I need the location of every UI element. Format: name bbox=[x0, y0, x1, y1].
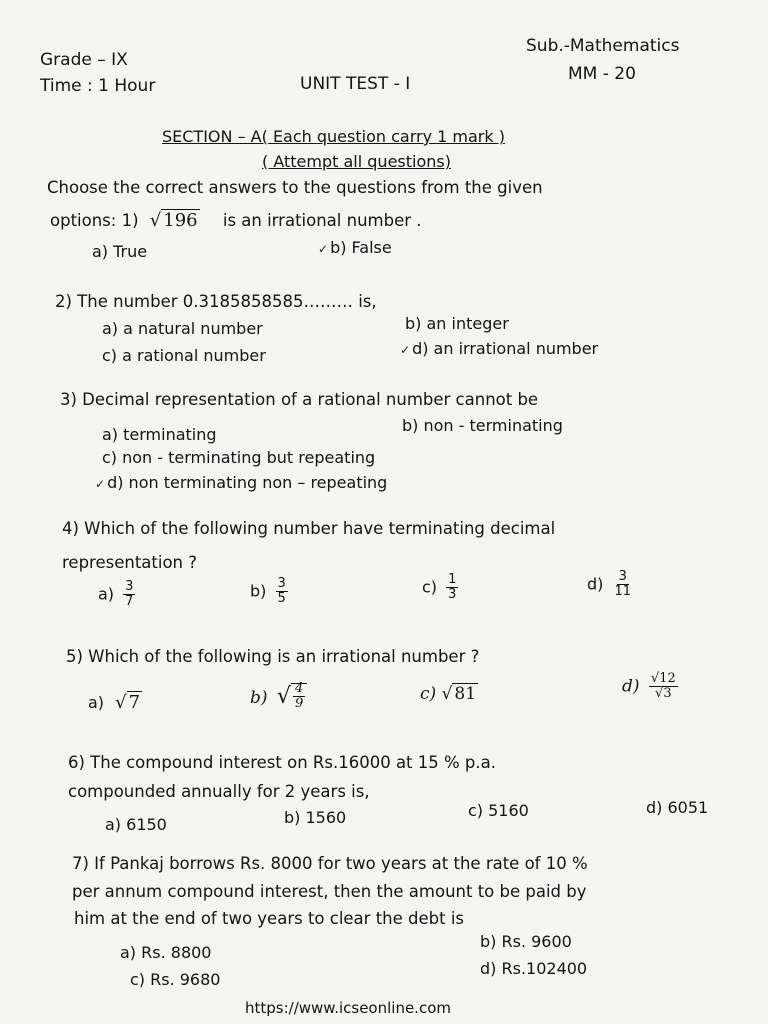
instruction-text: Choose the correct answers to the questions from the given bbox=[47, 178, 543, 197]
fraction: $\frac{1}{3}$ bbox=[448, 572, 457, 603]
question-3: 3) Decimal representation of a rational number cannot be bbox=[60, 390, 539, 409]
check-mark-icon: ✓ bbox=[400, 343, 411, 357]
q1-option-a: a) True bbox=[92, 242, 148, 261]
time-label: Time : 1 Hour bbox=[40, 76, 156, 96]
question-7-line-2: per annum compound interest, then the amount to be paid by bbox=[72, 882, 587, 901]
q1-option-b: ✓ b) False bbox=[318, 238, 392, 257]
question-4-line-2: representation ? bbox=[62, 553, 198, 572]
q6-option-d: d) 6051 bbox=[646, 798, 709, 817]
check-mark-icon: ✓ bbox=[318, 242, 329, 256]
check-mark-icon: ✓ bbox=[95, 477, 106, 491]
sqrt-196: √ 196 bbox=[149, 210, 198, 231]
q2-option-b: b) an integer bbox=[405, 314, 509, 333]
question-7-line-1: 7) If Pankaj borrows Rs. 8000 for two years at the rate of 10 % bbox=[72, 854, 588, 873]
fraction: $\frac{3}{5}$ bbox=[277, 576, 286, 607]
q2-option-c: c) a rational number bbox=[102, 346, 266, 365]
q4-option-b: b) $\frac{3}{5}$ bbox=[250, 576, 286, 607]
fraction: $\frac{3}{11}$ bbox=[614, 569, 632, 600]
question-5: 5) Which of the following is an irrational number ? bbox=[66, 647, 480, 666]
q5-option-d: d) $\frac{√12}{√3}$ bbox=[622, 671, 676, 702]
section-subheading: ( Attempt all questions) bbox=[262, 152, 451, 171]
q4-option-a: a) $\frac{3}{7}$ bbox=[98, 579, 134, 610]
question-1: options: 1) √ 196 is an irrational number . bbox=[50, 210, 422, 231]
q6-option-a: a) 6150 bbox=[105, 815, 167, 834]
footer-url: https://www.icseonline.com bbox=[245, 999, 451, 1017]
q7-option-a: a) Rs. 8800 bbox=[120, 943, 212, 962]
subject-label: Sub.-Mathematics bbox=[526, 36, 680, 56]
q7-option-b: b) Rs. 9600 bbox=[480, 932, 572, 951]
q2-option-a: a) a natural number bbox=[102, 319, 263, 338]
q3-option-b: b) non - terminating bbox=[402, 416, 563, 435]
q5-option-a: a) √ 7 bbox=[88, 692, 141, 713]
section-heading: SECTION – A( Each question carry 1 mark ) bbox=[162, 127, 505, 146]
question-2: 2) The number 0.3185858585……… is, bbox=[55, 292, 377, 311]
q6-option-c: c) 5160 bbox=[468, 801, 529, 820]
q5-option-c: c) √ 81 bbox=[420, 684, 477, 704]
q6-option-b: b) 1560 bbox=[284, 808, 347, 827]
q3-option-c: c) non - terminating but repeating bbox=[102, 448, 376, 467]
test-title: UNIT TEST - I bbox=[300, 74, 411, 94]
q5-option-b: b) √ $\frac{4}{9}$ bbox=[250, 682, 307, 712]
question-6-line-2: compounded annually for 2 years is, bbox=[68, 782, 370, 801]
q4-option-c: c) $\frac{1}{3}$ bbox=[422, 572, 457, 603]
q7-option-c: c) Rs. 9680 bbox=[130, 970, 221, 989]
fraction: $\frac{3}{7}$ bbox=[125, 579, 134, 610]
q3-option-d: ✓ d) non terminating non – repeating bbox=[95, 473, 388, 492]
q4-option-d: d) $\frac{3}{11}$ bbox=[587, 569, 632, 600]
question-7-line-3: him at the end of two years to clear the debt is bbox=[74, 909, 465, 928]
q2-option-d: ✓ d) an irrational number bbox=[400, 339, 599, 358]
grade-label: Grade – IX bbox=[40, 50, 128, 70]
q7-option-d: d) Rs.102400 bbox=[480, 959, 588, 978]
question-6-line-1: 6) The compound interest on Rs.16000 at 15 % p.a. bbox=[68, 753, 497, 772]
max-marks-label: MM - 20 bbox=[568, 64, 636, 84]
question-4-line-1: 4) Which of the following number have terminating decimal bbox=[62, 519, 556, 538]
q3-option-a: a) terminating bbox=[102, 425, 217, 444]
